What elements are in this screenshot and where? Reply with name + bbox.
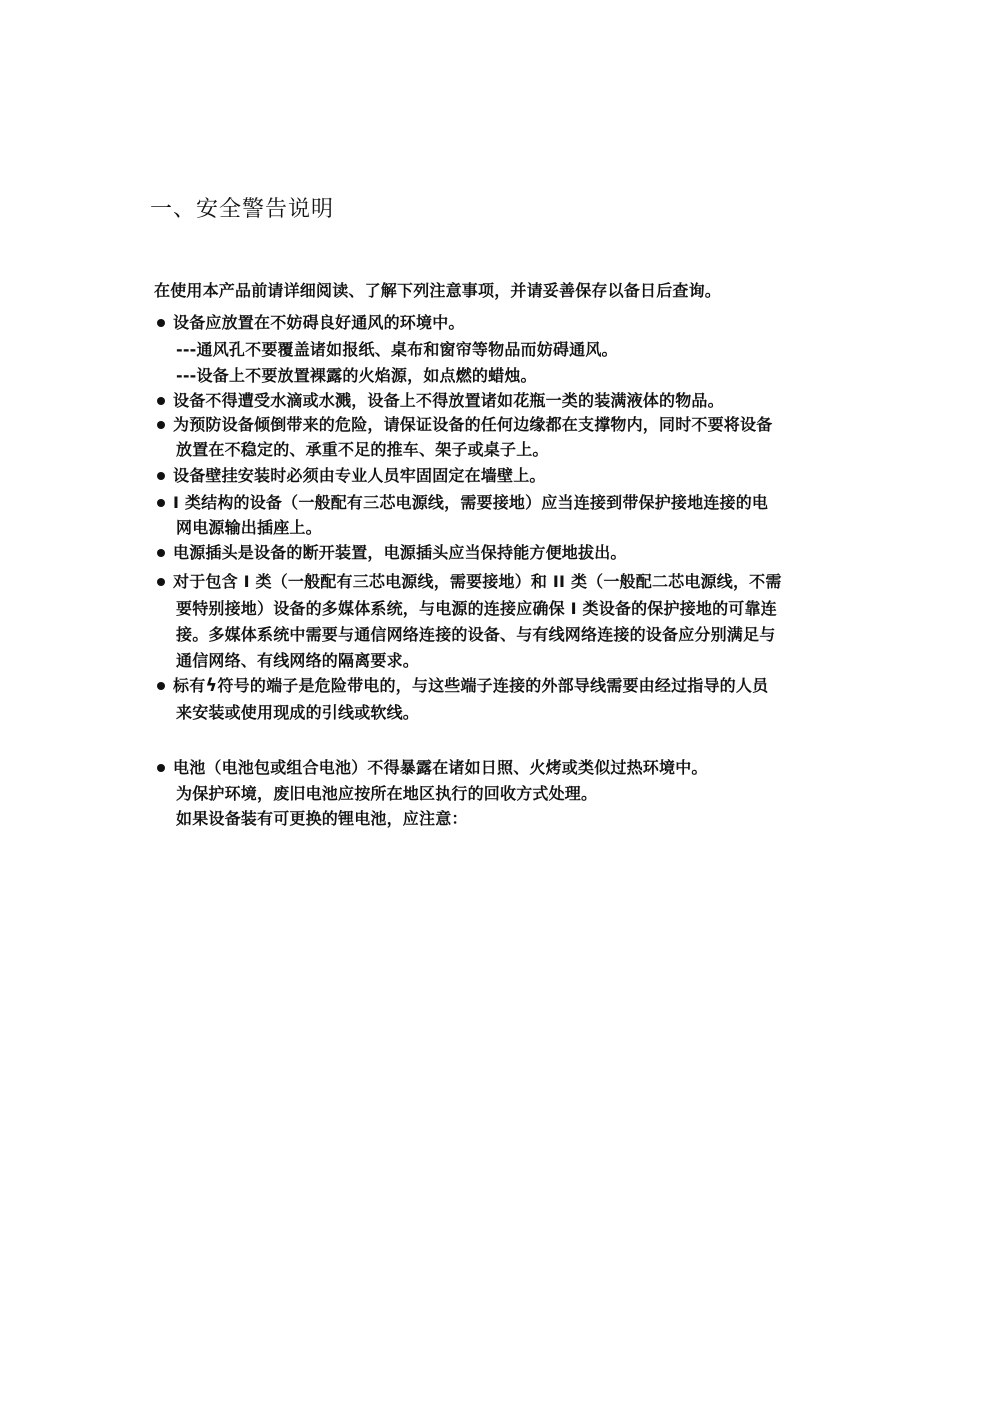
bullet-icon [157,472,165,480]
bullet-icon [157,421,165,429]
bullet-icon [157,499,165,507]
section-title: 一、安全警告说明 [150,197,335,222]
warning-multimedia-cont-3: 通信网络、有线网络的隔离要求。 [176,651,420,670]
warning-ventilation-detail-1: ---通风孔不要覆盖诸如报纸、桌布和窗帘等物品而妨碍通风。 [176,340,618,359]
warning-ventilation: 设备应放置在不妨碍良好通风的环境中。 [173,313,465,332]
warning-battery-recycle: 为保护环境，废旧电池应按所在地区执行的回收方式处理。 [176,784,598,803]
hazard-prefix: 标有 [173,676,206,695]
warning-class-one: I 类结构的设备（一般配有三芯电源线，需要接地）应当连接到带保护接地连接的电 [173,493,769,512]
bullet-icon [157,764,165,772]
bullet-icon [157,549,165,557]
warning-water: 设备不得遭受水滴或水溅，设备上不得放置诸如花瓶一类的装满液体的物品。 [173,391,724,410]
warning-multimedia: 对于包含 I 类（一般配有三芯电源线，需要接地）和 II 类（一般配二芯电源线，不需 [173,572,782,591]
warning-class-one-cont: 网电源输出插座上。 [176,518,322,537]
bullet-icon [157,319,165,327]
warning-tipping: 为预防设备倾倒带来的危险，请保证设备的任何边缘都在支撑物内，同时不要将设备 [173,415,773,434]
bullet-icon [157,397,165,405]
lightning-bolt-icon: ϟ [205,675,218,696]
warning-hazard-terminal [173,676,768,696]
intro-text: 在使用本产品前请详细阅读、了解下列注意事项，并请妥善保存以备日后查询。 [154,281,722,300]
warning-multimedia-cont-2: 接。多媒体系统中需要与通信网络连接的设备、与有线网络连接的设备应分别满足与 [176,625,776,644]
warning-ventilation-detail-2: ---设备上不要放置裸露的火焰源，如点燃的蜡烛。 [176,366,537,385]
warning-hazard-terminal-cont: 来安装或使用现成的引线或软线。 [176,703,420,722]
warning-battery: 电池（电池包或组合电池）不得暴露在诸如日照、火烤或类似过热环境中。 [173,758,708,777]
warning-battery-lithium: 如果设备装有可更换的锂电池，应注意： [176,809,468,828]
bullet-icon [157,682,165,690]
hazard-suffix: 符号的端子是危险带电的，与这些端子连接的外部导线需要由经过指导的人员 [217,676,769,695]
warning-multimedia-cont-1: 要特别接地）设备的多媒体系统，与电源的连接应确保 I 类设备的保护接地的可靠连 [176,599,777,618]
warning-wall-mount: 设备壁挂安装时必须由专业人员牢固固定在墙壁上。 [173,466,546,485]
warning-plug: 电源插头是设备的断开装置，电源插头应当保持能方便地拔出。 [173,543,627,562]
warning-tipping-cont: 放置在不稳定的、承重不足的推车、架子或桌子上。 [176,440,549,459]
bullet-icon [157,578,165,586]
